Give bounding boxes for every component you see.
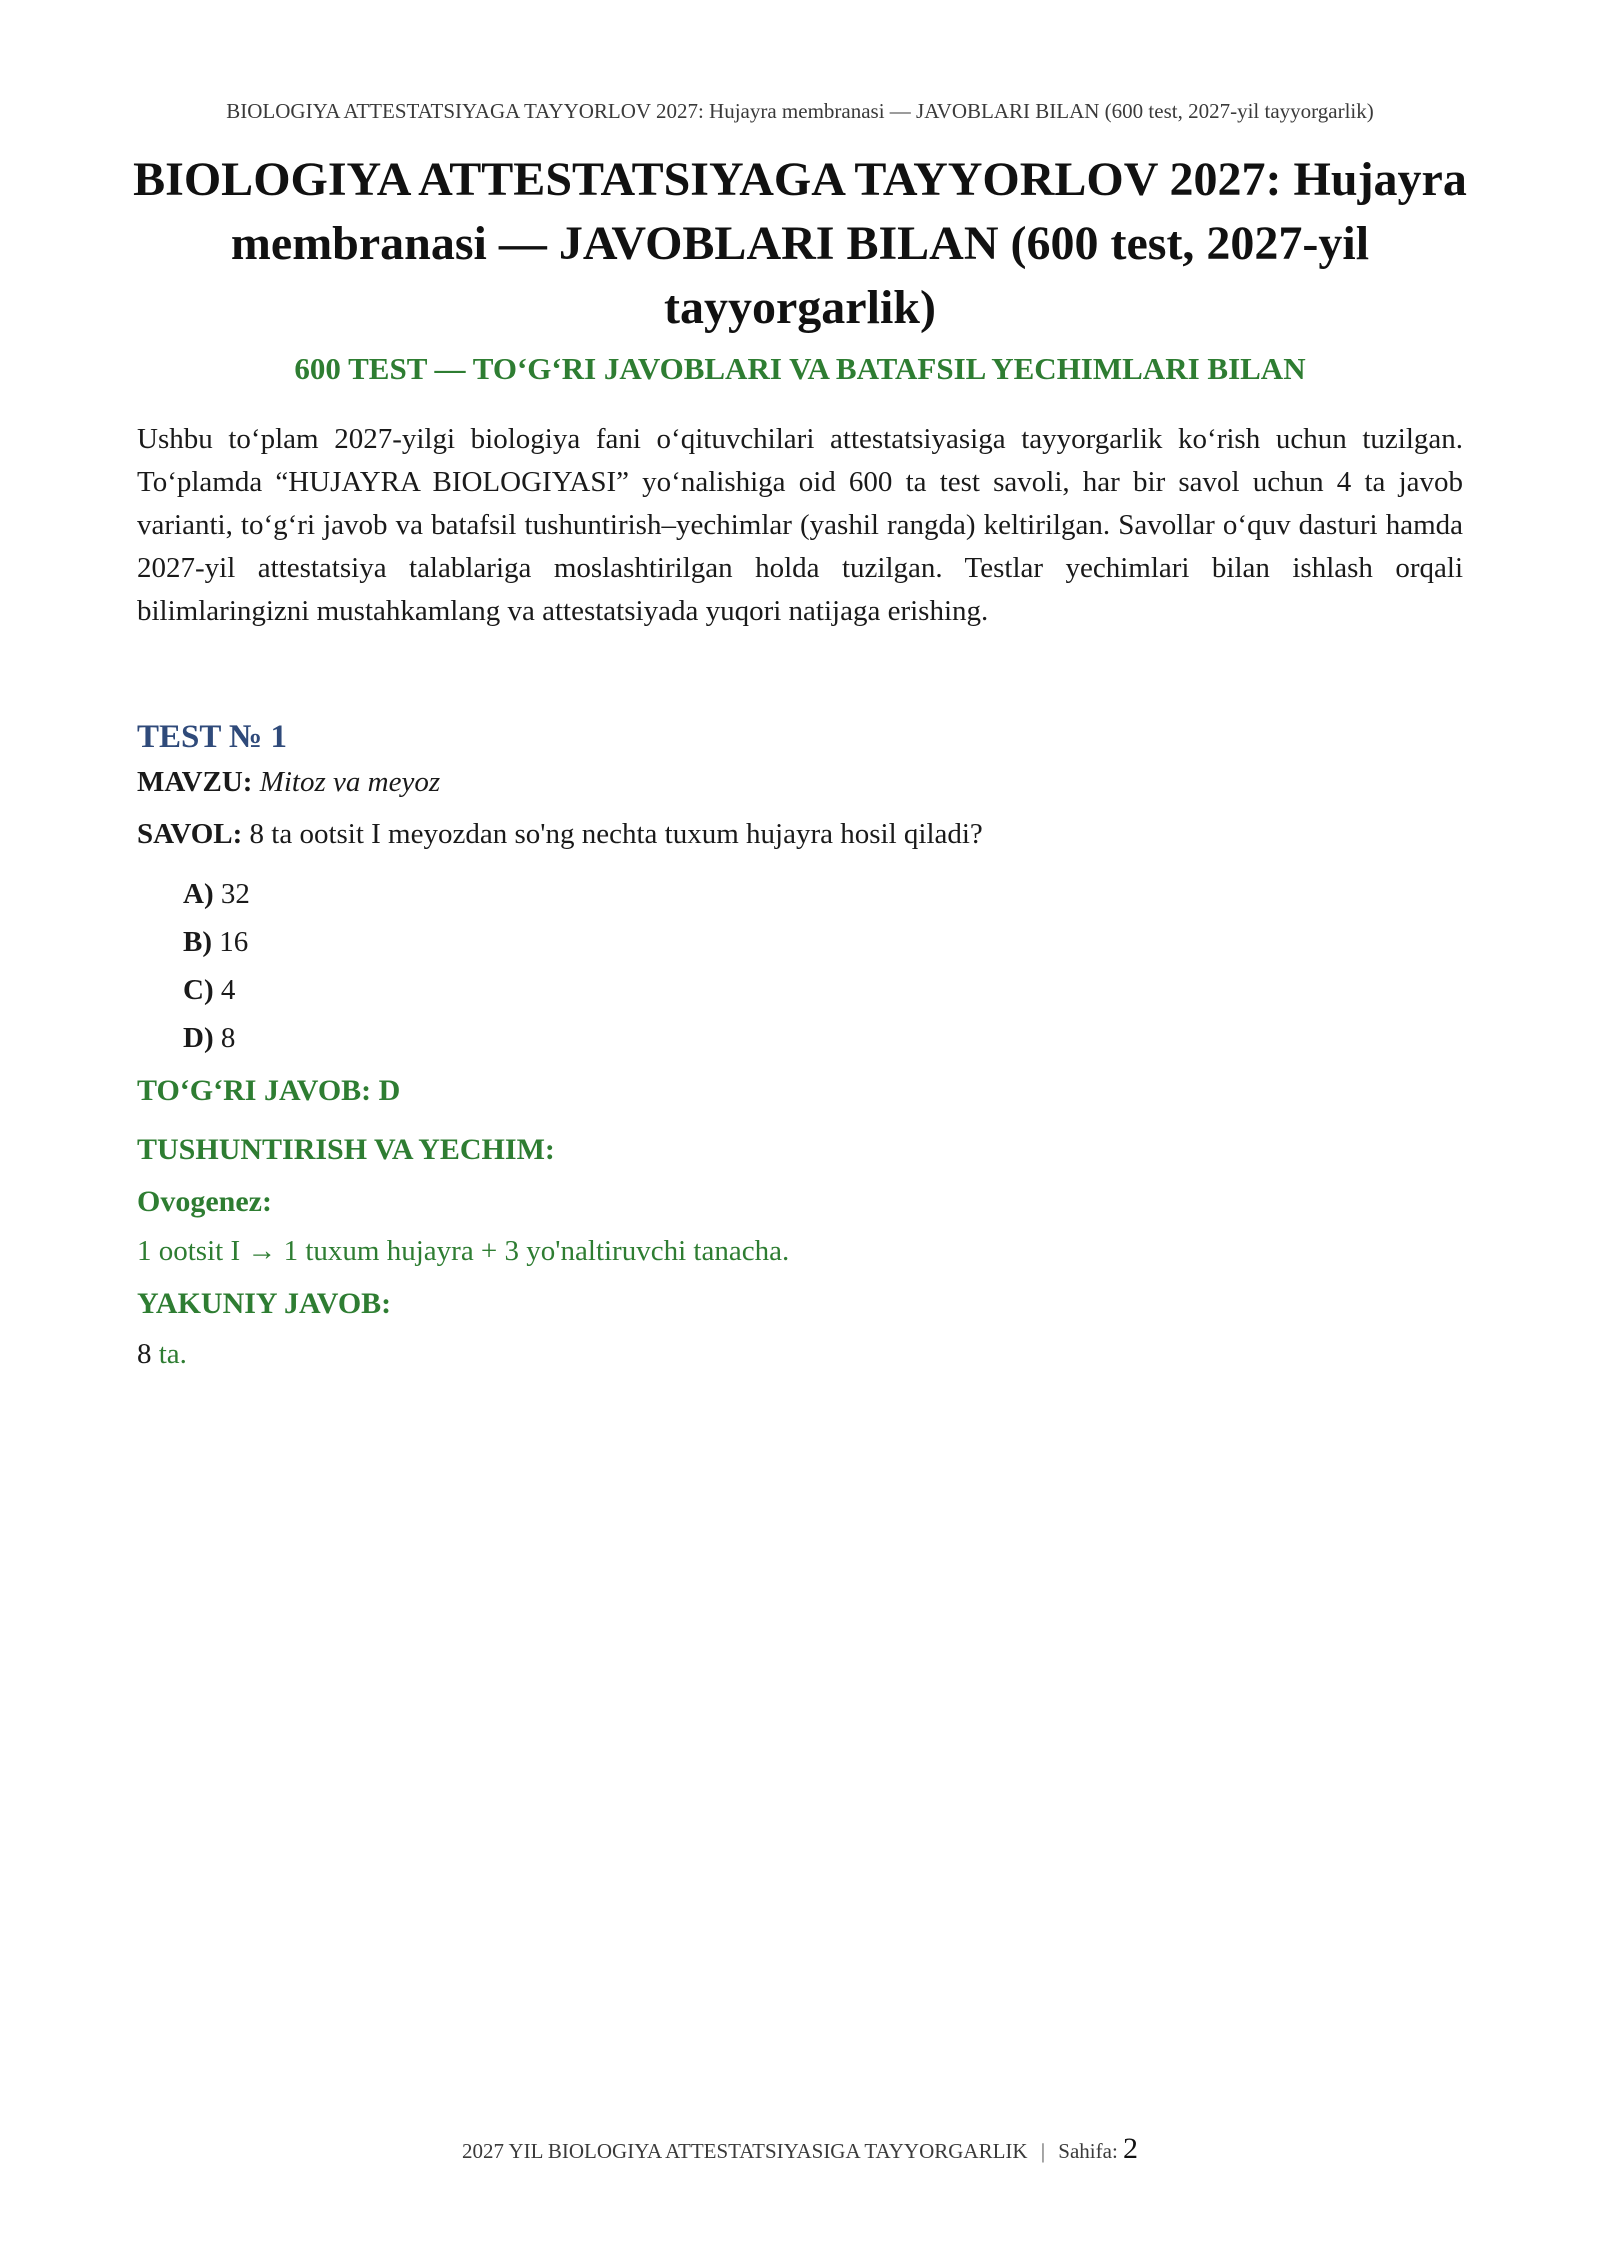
final-answer-line [137,1334,187,1374]
option-text: 32 [220,878,250,910]
final-answer-unit: ta. [151,1338,187,1370]
question-line [137,814,983,854]
option-letter: C) [183,974,214,1006]
option-c [183,970,235,1010]
test-heading: TEST № 1 [137,719,287,755]
document-title: BIOLOGIYA ATTESTATSIYAGA TAYYORLOV 2027: Hujayra membranasi — JAVOBLARI BILAN (600 test, 2027-yil tayyorgarlik) [133,153,1467,334]
final-answer-label: YAKUNIY JAVOB: [137,1287,392,1320]
document-subtitle: 600 TEST — TO‘G‘RI JAVOBLARI VA BATAFSIL YECHIMLARI BILAN [294,351,1306,386]
option-d [183,1018,235,1058]
page-label: Sahifa: [1058,2139,1118,2163]
final-answer-value: 8 [137,1338,152,1370]
topic-label: MAVZU: [137,766,253,798]
explanation-subheading: Ovogenez: [137,1185,272,1218]
question-label: SAVOL: [137,818,243,850]
topic-value: Mitoz va meyoz [259,766,441,798]
option-a [183,874,250,914]
explanation-heading: TUSHUNTIRISH VA YECHIM: [137,1133,555,1166]
option-letter: D) [183,1022,214,1054]
option-text: 16 [219,926,249,958]
option-text: 4 [220,974,236,1006]
option-letter: B) [183,926,212,958]
intro-paragraph: Ushbu to‘plam 2027-yilgi biologiya fani o‘qituvchilari attestatsiyasiga tayyorgarlik ko‘rish uchun tuzilgan. To‘plamda “HUJAYRA BIOLOGIYASI” yo‘nalishiga oid 600 ta test savoli, har bir savol uchun 4 ta javob varianti, to‘g‘ri javob va batafsil tushuntirish–yechimlar (yashil rangda) keltirilgan. Savollar o‘quv dasturi hamda 2027-yil attestatsiya talablariga moslashtirilgan holda tuzilgan. Testlar yechimlari bilan ishlash orqali bilimlaringizni mustahkamlang va attestatsiyada yuqori natijaga erishing. [137,423,1463,627]
option-text: 8 [220,1022,236,1054]
page-footer [0,2132,1600,2168]
correct-answer: TO‘G‘RI JAVOB: D [137,1074,401,1107]
footer-separator: | [1040,2139,1046,2163]
footer-text: 2027 YIL BIOLOGIYA ATTESTATSIYASIGA TAYYORGARLIK [461,2139,1028,2163]
option-b [183,922,248,962]
question-text: 8 ta ootsit I meyozdan so'ng nechta tuxum hujayra hosil qiladi? [249,818,983,850]
explanation-text: 1 ootsit I → 1 tuxum hujayra + 3 yo'naltiruvchi tanacha. [137,1235,790,1267]
topic-line [137,762,440,802]
page-number: 2 [1123,2132,1139,2165]
option-letter: A) [183,878,214,910]
running-header: BIOLOGIYA ATTESTATSIYAGA TAYYORLOV 2027: Hujayra membranasi — JAVOBLARI BILAN (600 test, 2027-yil tayyorgarlik) [226,99,1374,123]
